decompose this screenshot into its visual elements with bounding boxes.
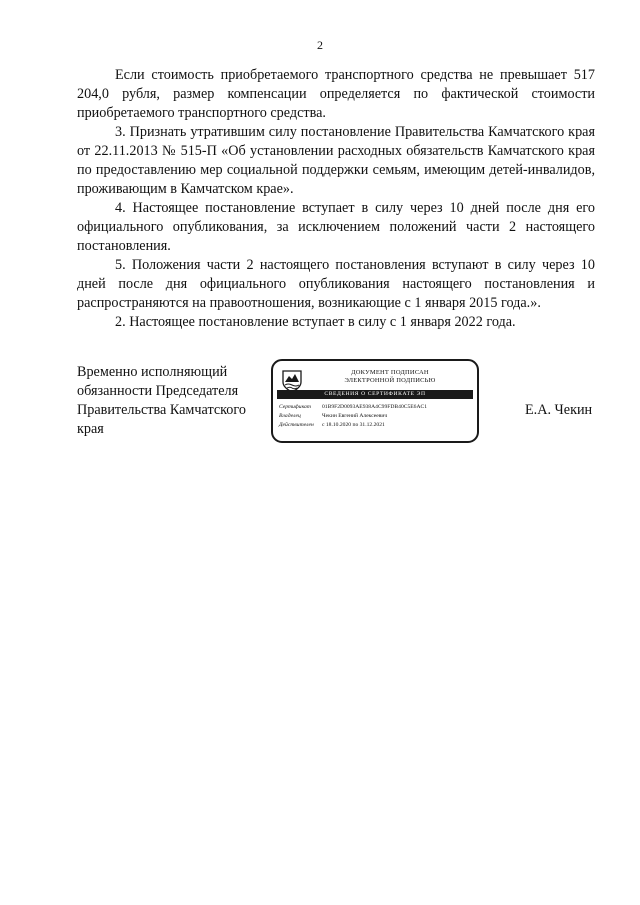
paragraph-compensation: Если стоимость приобретаемого транспортного средства не превышает 517 204,0 рубля, размер компенсации определяется по фактической стоимости приобретаемого транспортного средства. — [77, 67, 595, 121]
document-body — [77, 66, 595, 332]
paragraph-item-3: 3. Признать утратившим силу постановление Правительства Камчатского края от 22.11.2013 № 515-П «Об установлении расходных обязательств Камчатского края по предоставлению мер социальной поддержки семьям, имеющим детей-инвалидов, проживающим в Камчатском крае». — [77, 124, 595, 197]
paragraph-item-5: 5. Положения части 2 настоящего постановления вступают в силу через 10 дней после дня официального опубликования настоящего постановления и распространяются на правоотношения, возникающие с 1 января 2015 года.». — [77, 257, 595, 311]
stamp-label: Сертификат — [279, 404, 311, 410]
paragraph-entry-into-force: 2. Настоящее постановление вступает в силу с 1 января 2022 года. — [115, 314, 516, 330]
signer-title — [77, 363, 267, 439]
stamp-row-certificate — [279, 403, 475, 412]
stamp-value: Чекин Евгений Алексеевич — [322, 413, 388, 419]
signer-title-line: Правительства Камчатского — [77, 402, 246, 418]
stamp-label: Владелец — [279, 413, 301, 419]
stamp-row-validity — [279, 421, 475, 430]
stamp-value: 01B9F2D0093AE938A4C99FDB40C5E6AC1 — [322, 404, 428, 410]
signer-title-line: обязанности Председателя — [77, 383, 239, 399]
stamp-header-line: ЭЛЕКТРОННОЙ ПОДПИСЬЮ — [344, 377, 436, 384]
stamp-row-owner — [279, 412, 475, 421]
signer-title-line: края — [77, 421, 104, 437]
stamp-header — [305, 369, 475, 385]
stamp-label: Действителен — [279, 422, 314, 428]
stamp-header-line: ДОКУМЕНТ ПОДПИСАН — [351, 369, 429, 376]
stamp-value: с 18.10.2020 по 31.12.2021 — [322, 422, 385, 428]
stamp-certificate-bar: СВЕДЕНИЯ О СЕРТИФИКАТЕ ЭП — [277, 390, 473, 399]
page-number: 2 — [317, 38, 323, 52]
signer-title-line: Временно исполняющий — [77, 364, 228, 380]
paragraph-item-4: 4. Настоящее постановление вступает в силу через 10 дней после дня его официального опубликования, за исключением положений части 2 настоящего постановления. — [77, 200, 595, 254]
electronic-signature-stamp — [271, 359, 479, 443]
stamp-certificate-details — [279, 403, 475, 430]
signer-name: Е.А. Чекин — [525, 402, 593, 418]
